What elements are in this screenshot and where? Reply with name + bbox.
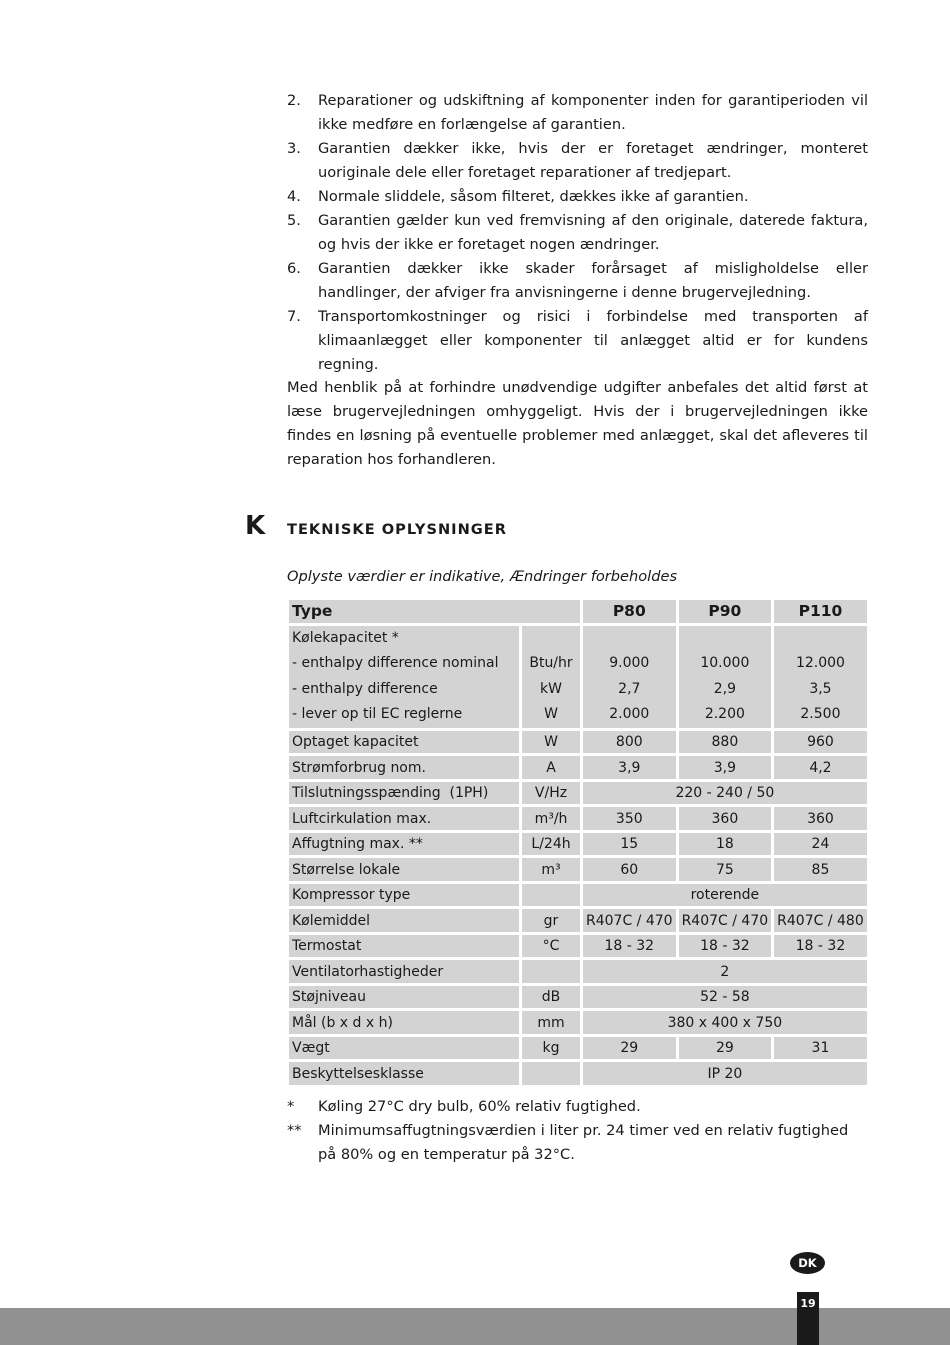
list-item	[287, 305, 868, 377]
cooling-value: 2.200	[704, 706, 745, 723]
row-value-p110: R407C / 480	[774, 909, 867, 932]
header-type: Type	[289, 600, 580, 623]
header-p110: P110	[774, 600, 867, 623]
cooling-label: - lever op til EC reglerne	[292, 706, 463, 723]
list-item	[287, 137, 868, 185]
row-value-p80: 350	[583, 807, 676, 830]
cooling-label: - enthalpy difference	[292, 680, 438, 697]
country-badge: DK	[790, 1252, 825, 1274]
cooling-label-cell	[289, 626, 519, 728]
page-number: 19	[797, 1292, 819, 1345]
table-row	[289, 1011, 867, 1034]
footnote-text: Køling 27°C dry bulb, 60% relativ fugtighed.	[318, 1098, 641, 1115]
cooling-p110-cell	[774, 626, 867, 728]
row-label: Kompressor type	[289, 884, 519, 907]
list-item	[287, 209, 868, 257]
list-number: 6.	[287, 260, 301, 277]
list-text: Transportomkostninger og risici i forbindelse med transporten af klimaanlægget eller komponenter til anlægget altid er for kundens regning.	[318, 308, 868, 373]
row-value-p80: 18 - 32	[583, 935, 676, 958]
row-value-p110: 360	[774, 807, 867, 830]
section-title: TEKNISKE OPLYSNINGER	[287, 521, 507, 538]
row-unit: W	[522, 731, 580, 754]
header-p80: P80	[583, 600, 676, 623]
row-value-shared: IP 20	[583, 1062, 867, 1085]
cooling-p80-cell	[583, 626, 676, 728]
row-value-shared: 52 - 58	[583, 986, 867, 1009]
table-row	[289, 756, 867, 779]
list-text: Garantien dækker ikke, hvis der er foretaget ændringer, monteret uoriginale dele eller foretaget reparationer af tredjepart.	[318, 140, 868, 181]
footnote-mark: **	[287, 1122, 302, 1139]
row-unit: m³	[522, 858, 580, 881]
row-value-p90: 18	[679, 833, 772, 856]
row-value-p90: 360	[679, 807, 772, 830]
table-row	[289, 935, 867, 958]
cooling-value: 2,9	[713, 680, 736, 697]
row-value-p110: 85	[774, 858, 867, 881]
row-unit	[522, 884, 580, 907]
row-value-shared: 2	[583, 960, 867, 983]
row-label: Vægt	[289, 1037, 519, 1060]
table-subtitle: Oplyste værdier er indikative, Ændringer forbeholdes	[287, 568, 678, 585]
footnote	[287, 1095, 868, 1119]
row-value-p80: 800	[583, 731, 676, 754]
row-value-p110: 31	[774, 1037, 867, 1060]
row-value-p80: 3,9	[583, 756, 676, 779]
cooling-value: 3,5	[809, 680, 832, 697]
row-unit: dB	[522, 986, 580, 1009]
row-unit	[522, 1062, 580, 1085]
row-label: Ventilatorhastigheder	[289, 960, 519, 983]
footnotes	[287, 1095, 868, 1167]
list-number: 7.	[287, 308, 301, 325]
row-value-p80: 15	[583, 833, 676, 856]
list-item	[287, 89, 868, 137]
row-label: Mål (b x d x h)	[289, 1011, 519, 1034]
table-row	[289, 884, 867, 907]
cooling-value: 9.000	[609, 655, 650, 672]
table-row	[289, 909, 867, 932]
list-item	[287, 257, 868, 305]
row-value-p90: R407C / 470	[679, 909, 772, 932]
table-row-cooling	[289, 626, 867, 728]
list-text: Reparationer og udskiftning af komponenter inden for garantiperioden vil ikke medføre en forlængelse af garantien.	[318, 92, 868, 133]
table-row	[289, 986, 867, 1009]
row-label: Affugtning max. **	[289, 833, 519, 856]
row-label: Støjniveau	[289, 986, 519, 1009]
header-p90: P90	[679, 600, 772, 623]
table-row	[289, 1037, 867, 1060]
row-value-p90: 880	[679, 731, 772, 754]
advice-paragraph: Med henblik på at forhindre unødvendige udgifter anbefales det altid først at læse brugervejledningen omhyggeligt. Hvis der i brugervejledningen ikke findes en løsning på eventuelle problemer med anlægget, skal det afleveres til reparation hos forhandleren.	[287, 379, 868, 468]
cooling-p90-cell	[679, 626, 772, 728]
row-value-shared: roterende	[583, 884, 867, 907]
table-row	[289, 807, 867, 830]
table-row	[289, 858, 867, 881]
list-number: 5.	[287, 212, 301, 229]
row-value-p110: 24	[774, 833, 867, 856]
table-row	[289, 731, 867, 754]
cooling-label: - enthalpy difference nominal	[292, 655, 499, 672]
row-value-p90: 29	[679, 1037, 772, 1060]
row-label: Kølemiddel	[289, 909, 519, 932]
row-label: Beskyttelsesklasse	[289, 1062, 519, 1085]
spec-table	[286, 597, 870, 1088]
row-value-p110: 18 - 32	[774, 935, 867, 958]
cooling-value: 12.000	[795, 655, 845, 672]
cooling-value: 2,7	[618, 680, 641, 697]
table-row	[289, 782, 867, 805]
row-unit: V/Hz	[522, 782, 580, 805]
row-unit: mm	[522, 1011, 580, 1034]
row-label: Tilslutningsspænding (1PH)	[289, 782, 519, 805]
row-value-p110: 960	[774, 731, 867, 754]
list-text: Garantien dækker ikke skader forårsaget af misligholdelse eller handlinger, der afviger fra anvisningerne i denne brugervejledning.	[318, 260, 868, 301]
warranty-list	[287, 89, 868, 377]
row-label: Strømforbrug nom.	[289, 756, 519, 779]
list-number: 2.	[287, 92, 301, 109]
row-label: Størrelse lokale	[289, 858, 519, 881]
row-value-p80: 60	[583, 858, 676, 881]
row-value-p90: 3,9	[679, 756, 772, 779]
row-unit: m³/h	[522, 807, 580, 830]
table-row	[289, 1062, 867, 1085]
footnote-mark: *	[287, 1098, 295, 1115]
section-letter: K	[245, 511, 266, 541]
row-value-shared: 220 - 240 / 50	[583, 782, 867, 805]
row-value-shared: 380 x 400 x 750	[583, 1011, 867, 1034]
table-row	[289, 833, 867, 856]
list-number: 3.	[287, 140, 301, 157]
row-value-p80: R407C / 470	[583, 909, 676, 932]
footnote-text: Minimumsaffugtningsværdien i liter pr. 24 timer ved en relativ fugtighed på 80% og en temperatur på 32°C.	[318, 1122, 849, 1163]
cooling-value: 2.000	[609, 706, 650, 723]
row-unit: A	[522, 756, 580, 779]
list-number: 4.	[287, 188, 301, 205]
list-text: Normale sliddele, såsom filteret, dækkes ikke af garantien.	[318, 188, 749, 205]
table-header-row	[289, 600, 867, 623]
cooling-unit: Btu/hr	[529, 655, 573, 672]
cooling-unit: W	[544, 706, 558, 723]
cooling-unit: kW	[540, 680, 562, 697]
row-value-p90: 18 - 32	[679, 935, 772, 958]
cooling-value: 10.000	[700, 655, 750, 672]
cooling-value: 2.500	[800, 706, 841, 723]
row-unit: gr	[522, 909, 580, 932]
row-unit: °C	[522, 935, 580, 958]
list-item	[287, 185, 868, 209]
row-value-p80: 29	[583, 1037, 676, 1060]
row-unit: L/24h	[522, 833, 580, 856]
list-text: Garantien gælder kun ved fremvisning af den originale, daterede faktura, og hvis der ikke er foretaget nogen ændringer.	[318, 212, 868, 253]
footnote	[287, 1119, 868, 1167]
row-label: Luftcirkulation max.	[289, 807, 519, 830]
row-label: Optaget kapacitet	[289, 731, 519, 754]
table-row	[289, 960, 867, 983]
cooling-title: Kølekapacitet *	[292, 629, 399, 646]
row-label: Termostat	[289, 935, 519, 958]
cooling-unit-cell	[522, 626, 580, 728]
row-unit: kg	[522, 1037, 580, 1060]
row-value-p110: 4,2	[774, 756, 867, 779]
row-unit	[522, 960, 580, 983]
row-value-p90: 75	[679, 858, 772, 881]
